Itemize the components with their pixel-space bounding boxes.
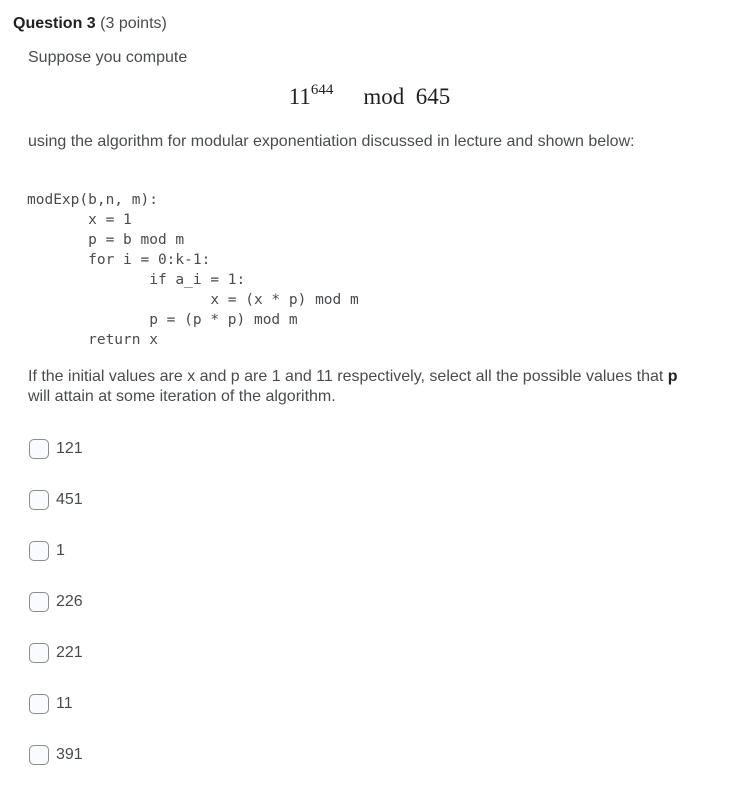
- code-line: p = (p * p) mod m: [27, 312, 298, 328]
- formula-modulus: 645: [415, 84, 451, 109]
- checkbox[interactable]: [29, 439, 49, 459]
- prompt-text: [28, 367, 698, 407]
- option-label: 11: [56, 695, 73, 712]
- prompt-after: will attain at some iteration of the algorithm.: [28, 388, 336, 405]
- formula-operator: mod: [363, 84, 405, 109]
- code-line: p = b mod m: [27, 232, 185, 248]
- option-1[interactable]: [29, 539, 65, 563]
- prompt-bold: p: [667, 368, 678, 385]
- option-label: 221: [56, 644, 83, 661]
- option-221[interactable]: [29, 641, 83, 665]
- intro-text: Suppose you compute: [28, 49, 188, 66]
- formula-exponent: 644: [310, 82, 334, 98]
- checkbox[interactable]: [29, 745, 49, 765]
- code-line: if a_i = 1:: [27, 272, 246, 288]
- prompt-before: If the initial values are x and p are 1 and 11 respectively, select all the possible values that: [28, 368, 668, 385]
- description-text: using the algorithm for modular exponentiation discussed in lecture and shown below:: [28, 133, 635, 150]
- option-11[interactable]: [29, 692, 73, 716]
- code-line: return x: [27, 332, 158, 348]
- question-title: Question 3: [13, 15, 96, 32]
- question-points: (3 points): [100, 15, 167, 32]
- option-label: 226: [56, 593, 83, 610]
- code-line: for i = 0:k-1:: [27, 252, 211, 268]
- option-451[interactable]: [29, 488, 83, 512]
- formula: [0, 84, 739, 110]
- checkbox[interactable]: [29, 643, 49, 663]
- checkbox[interactable]: [29, 490, 49, 510]
- checkbox[interactable]: [29, 541, 49, 561]
- formula-base: 11: [288, 84, 311, 109]
- checkbox[interactable]: [29, 592, 49, 612]
- code-line: x = 1: [27, 212, 132, 228]
- question-header: [13, 15, 167, 33]
- option-label: 451: [56, 491, 83, 508]
- code-line: x = (x * p) mod m: [27, 292, 359, 308]
- checkbox[interactable]: [29, 694, 49, 714]
- option-121[interactable]: [29, 437, 83, 461]
- code-block: [27, 190, 359, 350]
- option-391[interactable]: [29, 743, 83, 767]
- option-label: 121: [56, 440, 83, 457]
- code-line: modExp(b,n, m):: [27, 192, 158, 208]
- option-label: 1: [56, 542, 65, 559]
- option-226[interactable]: [29, 590, 83, 614]
- option-label: 391: [56, 746, 83, 763]
